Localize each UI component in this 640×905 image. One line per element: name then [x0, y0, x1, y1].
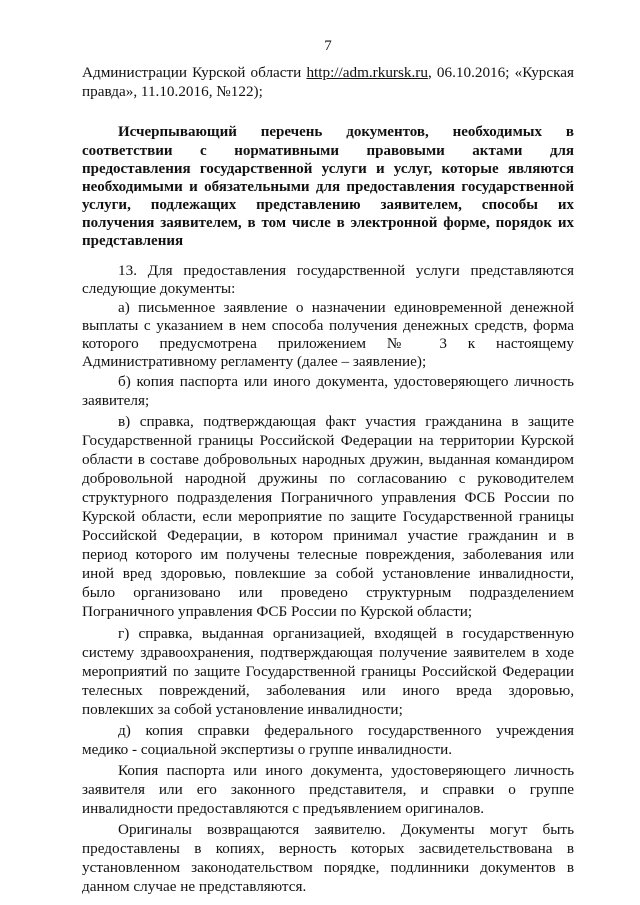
body-line: Пограничного управления ФСБ России по Курской области; [82, 603, 473, 620]
body-line: 13. Для предоставления государственной услуги представляются [118, 262, 574, 279]
body-line: Копия паспорта или иного документа, удостоверяющего личность [118, 762, 574, 779]
intro-date-text: , 06.10.2016; «Курская [427, 64, 575, 81]
body-line: Административному регламенту (далее – заявление); [82, 353, 427, 370]
body-line: в) справка, подтверждающая факт участия гражданина в защите [118, 413, 574, 430]
body-line: следующие документы: [82, 280, 236, 297]
intro-line-1 [82, 64, 574, 82]
body-line: Оригиналы возвращаются заявителю. Документы могут быть [118, 821, 574, 838]
heading-line: необходимыми и обязательными для предоставления государственной [82, 179, 574, 195]
body-line: период которого им получены телесные повреждения, заболевания или [82, 546, 574, 563]
heading-line: предоставления государственной услуги и услуг, которые являются [82, 161, 574, 177]
body-line: структурного подразделения Пограничного управления ФСБ России по [82, 489, 574, 506]
body-line: Курской области, если мероприятие по защите Государственной границы [82, 508, 574, 525]
body-line: Государственной границы Российской Федерации на территории Курской [82, 432, 574, 449]
body-line: Российской Федерации, в котором принимал участие гражданин и в [82, 527, 574, 544]
heading-line: соответствии с нормативными правовыми актами для [82, 143, 574, 159]
page-number: 7 [324, 38, 332, 54]
body-line: д) копия справки федерального государственного учреждения [118, 722, 574, 739]
body-line: было организовано или проведено структурным подразделением [82, 584, 574, 601]
body-line: телесных повреждений, заболевания или иного вреда здоровью, [82, 682, 574, 699]
intro-text: Администрации Курской области [82, 64, 307, 81]
heading-line: услуги, подлежащих представлению заявителем, способы их [82, 197, 574, 213]
body-line: медико - социальной экспертизы о группе инвалидности. [82, 741, 453, 758]
body-line: инвалидности предоставляются с предъявлением оригиналов. [82, 800, 485, 817]
body-line: которого предусмотрена приложением № 3 к настоящему [82, 335, 574, 352]
body-line: добровольной народной дружины по согласованию с руководителем [82, 470, 574, 487]
website-link[interactable]: http://adm.rkursk.ru [306, 64, 428, 81]
body-line: предоставлены в копиях, верность которых засвидетельствована в [82, 840, 574, 857]
body-line: а) письменное заявление о назначении единовременной денежной [118, 299, 574, 316]
body-line: иной вред здоровью, повлекшие за собой установление инвалидности, [82, 565, 574, 582]
body-line: г) справка, выданная организацией, входящей в государственную [118, 625, 574, 642]
body-line: данном случае не представляются. [82, 878, 307, 895]
body-line: области в составе добровольных народных дружин, выданная командиром [82, 451, 574, 468]
heading-line: Исчерпывающий перечень документов, необходимых в [118, 124, 574, 140]
body-line: заявителя; [82, 392, 150, 409]
heading-line: представления [82, 233, 184, 249]
body-line: мероприятий по защите Государственной границы Российской Федерации [82, 663, 574, 680]
body-line: заявителя или его законного представителя, и справки о группе [82, 781, 574, 798]
body-line: повлекших за собой установление инвалидности; [82, 701, 403, 718]
heading-line: получения заявителем, в том числе в электронной форме, порядок их [82, 215, 574, 231]
body-line: выплаты с указанием в нем способа получения денежных средств, форма [82, 317, 574, 334]
intro-line-2: правда», 11.10.2016, №122); [82, 83, 263, 100]
body-line: б) копия паспорта или иного документа, удостоверяющего личность [118, 373, 574, 390]
body-line: систему здравоохранения, подтверждающая получение заявителем в ходе [82, 644, 574, 661]
body-line: установленном законодательством порядке, подлинники документов в [82, 859, 574, 876]
